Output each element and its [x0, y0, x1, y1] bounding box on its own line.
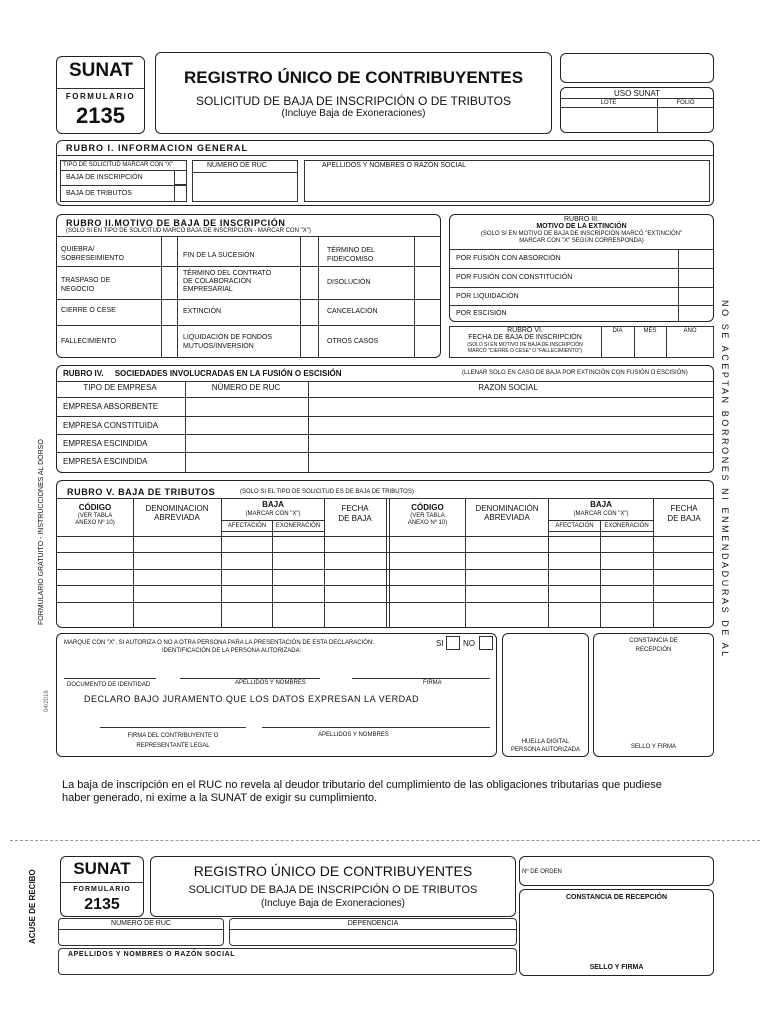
motivo-disolucion: DISOLUCIÓN	[327, 279, 371, 286]
receipt-subtitle: SOLICITUD DE BAJA DE INSCRIPCIÓN O DE TRIBUTOS	[188, 884, 478, 896]
folio-label: FOLIO	[676, 100, 695, 106]
firma-contribuyente-label: FIRMA DEL CONTRIBUYENTE O REPRESENTANTE LEGAL	[127, 733, 219, 749]
receipt-form-number: 2135	[84, 896, 120, 913]
rubro2-title: RUBRO II.MOTIVO DE BAJA DE INSCRIPCIÓN	[66, 218, 286, 228]
receipt-side-text: ACUSE DE RECIBO	[28, 869, 37, 944]
fecha-header-l: FECHA DE BAJA	[338, 504, 372, 523]
exon-header-l: EXONERACIÓN	[275, 523, 321, 529]
opt2-checkbox[interactable]	[174, 185, 187, 202]
sello-label: SELLO Y FIRMA	[630, 744, 677, 750]
empresa-escindida-2: EMPRESA ESCINDIDA	[63, 457, 148, 466]
motivo-fin-sucesion: FIN DE LA SUCESIÓN	[183, 252, 255, 259]
constancia-label: CONSTANCIA DE RECEPCIÓN	[629, 638, 678, 653]
side-left-text: FORMULARIO GRATUITO - INSTRUCCIONES AL DORSO	[38, 439, 45, 625]
doc-identidad-label: DOCUMENTO DE IDENTIDAD	[67, 682, 151, 688]
form-title: REGISTRO ÚNICO DE CONTRIBUYENTES	[183, 68, 524, 87]
motivo-termino-fideicomiso: TÉRMINO DEL FIDEICOMISO	[327, 247, 375, 263]
rubro3-title: RUBRO III.	[563, 216, 599, 223]
apellidos-label: APELLIDOS Y NOMBRES	[235, 680, 306, 686]
receipt-sello-label: SELLO Y FIRMA	[589, 964, 644, 971]
rubro4-h1: TIPO DE EMPRESA	[83, 383, 157, 392]
empresa-absorbente: EMPRESA ABSORBENTE	[63, 402, 159, 411]
declaro-text: DECLARO BAJO JURAMENTO QUE LOS DATOS EXPRESAN LA VERDAD	[84, 694, 420, 704]
mes-label: MES	[643, 328, 657, 334]
receipt-dependencia-label: DEPENDENCIA	[347, 920, 399, 927]
autoriza-text: MARQUE CON "X", SI AUTORIZA O NO A OTRA PERSONA PARA LA PRESENTACIÓN DE ESTA DECLARACIÓN:	[64, 640, 374, 646]
rubro4-h3: RAZON SOCIAL	[478, 383, 538, 392]
motivo-otros: OTROS CASOS	[327, 338, 379, 345]
rubro5-title: RUBRO V. BAJA DE TRIBUTOS	[67, 487, 216, 497]
side-right-text: NO SE ACEPTAN BORRONES NI ENMENDADURAS DE AL	[720, 300, 730, 659]
ruc-label: NÚMERO DE RUC	[207, 162, 267, 169]
rubro1-title: RUBRO I. INFORMACION GENERAL	[66, 143, 248, 153]
fecha-header-r: FECHA DE BAJA	[667, 504, 701, 523]
opt1-checkbox[interactable]	[174, 170, 187, 185]
baja-sub-l: (MARCAR CON "X")	[245, 511, 301, 517]
sunat-brand: SUNAT	[68, 60, 134, 81]
rubro6-note: (SOLO SI EN MOTIVO DE BAJA DE INSCRIPCIÓN MARCÓ "CIERRE O CESE" O "FALLECIMIENTO")	[467, 342, 583, 354]
empresa-escindida-1: EMPRESA ESCINDIDA	[63, 439, 148, 448]
identificacion-label: IDENTIFICACIÓN DE LA PERSONA AUTORIZADA:	[162, 648, 302, 654]
receipt-subtitle2: (Incluye Baja de Exoneraciones)	[261, 898, 405, 909]
motivo-quiebra: QUIEBRA/ SOBRESEIMIENTO	[61, 246, 124, 262]
rubro4-note: (LLENAR SOLO EN CASO DE BAJA POR EXTINCIÓN CON FUSIÓN O ESCISIÓN)	[462, 370, 688, 376]
autoriza-si: SI	[436, 639, 444, 648]
motivo-cancelacion: CANCELACIÓN	[327, 308, 378, 315]
cut-line	[10, 840, 760, 841]
anio-label: AÑO	[683, 328, 697, 334]
firma-label: FIRMA	[423, 680, 442, 686]
dia-label: DÍA	[612, 328, 623, 334]
motivo-extincion: EXTINCIÓN	[183, 308, 222, 315]
baja-header-r: BAJA	[590, 500, 612, 509]
form-subtitle: SOLICITUD DE BAJA DE INSCRIPCIÓN O DE TRIBUTOS	[196, 94, 511, 108]
autoriza-si-checkbox[interactable]	[446, 636, 460, 650]
rubro5-note: (SOLO SI EL TIPO DE SOLICITUD ES DE BAJA DE TRIBUTOS)	[240, 489, 414, 495]
rubro3-note: (SOLO SI EN MOTIVO DE BAJA DE INSCRIPCIÓN MARCÓ "EXTINCIÓN" MARCAR CON "X" SEGÚN CORRESPONDA)	[480, 231, 683, 244]
nombres-label: APELLIDOS Y NOMBRES O RAZÓN SOCIAL	[322, 162, 467, 169]
title-box	[155, 52, 552, 134]
rubro4-title: RUBRO IV. SOCIEDADES INVOLUCRADAS EN LA FUSIÓN O ESCISIÓN	[63, 369, 342, 378]
rubro6-title2: FECHA DE BAJA DE INSCRIPCIÓN	[468, 334, 582, 341]
autoriza-no-checkbox[interactable]	[479, 636, 493, 650]
exon-header-r: EXONERACIÓN	[604, 523, 649, 529]
motivo-termino-contrato: TÉRMINO DEL CONTRATO DE COLABORACIÓN EMPRESARIAL	[183, 270, 272, 293]
uso-sunat-top	[560, 53, 714, 83]
extincion-absorcion: POR FUSIÓN CON ABSORCIÓN	[456, 255, 561, 262]
receipt-ruc-label: NÚMERO DE RUC	[111, 920, 171, 927]
rubro2-note: (SOLO SI EN TIPO DE SOLICITUD MARCÓ BAJA DE INSCRIPCIÓN - MARCAR CON "X")	[66, 228, 311, 234]
denom-header-l: DENOMINACION ABREVIADA	[145, 504, 209, 522]
uso-sunat-label: USO SUNAT	[613, 89, 661, 98]
huella-label: HUELLA DIGITAL PERSONA AUTORIZADA	[511, 739, 580, 753]
opt-baja-inscripcion: BAJA DE INSCRIPCIÓN	[66, 174, 143, 181]
tipo-solicitud-label: TIPO DE SOLICITUD MARCAR CON "X"	[63, 162, 174, 168]
receipt-constancia-box	[519, 889, 714, 976]
codigo-header-l: CÓDIGO	[78, 503, 112, 512]
codigo-sub-l: (VER TABLA ANEXO Nº 10)	[75, 513, 115, 526]
motivo-fallecimiento: FALLECIMIENTO	[61, 338, 117, 345]
baja-sub-r: (MARCAR CON "X")	[573, 511, 629, 517]
form-number: 2135	[76, 103, 125, 128]
afect-header-r: AFECTACIÓN	[555, 523, 594, 529]
rubro6-title: RUBRO VI.	[507, 327, 543, 334]
lote-label: LOTE	[600, 100, 617, 106]
opt-baja-tributos: BAJA DE TRIBUTOS	[66, 190, 132, 197]
codigo-sub-r: (VER TABLA ANEXO Nº 10)	[407, 513, 448, 526]
extincion-escision: POR ESCISIÓN	[456, 310, 507, 317]
apellidos-label-2: APELLIDOS Y NOMBRES	[318, 732, 389, 738]
baja-header-l: BAJA	[262, 500, 284, 509]
codigo-header-r: CÓDIGO	[411, 503, 444, 512]
extincion-constitucion: POR FUSIÓN CON CONSTITUCIÓN	[456, 274, 573, 281]
empresa-constituida: EMPRESA CONSTITUIDA	[63, 421, 159, 430]
form-subtitle2: (Incluye Baja de Exoneraciones)	[281, 108, 426, 119]
receipt-title: REGISTRO ÚNICO DE CONTRIBUYENTES	[193, 863, 473, 879]
receipt-brand: SUNAT	[73, 859, 131, 878]
afect-header-l: AFECTACIÓN	[227, 523, 267, 529]
notice-text: La baja de inscripción en el RUC no revela al deudor tributario del cumplimiento de las obligaciones tributarias que pudiese haber generado, ni exime a la SUNAT de exigir su cumplimiento.	[62, 779, 662, 804]
receipt-orden-label: Nº DE ORDEN	[522, 869, 562, 875]
extincion-liquidacion: POR LIQUIDACIÓN	[456, 293, 519, 300]
receipt-form-label: FORMULARIO	[73, 886, 131, 893]
motivo-traspaso: TRASPASO DE NEGOCIO	[61, 277, 111, 293]
side-code: 04/2016	[44, 690, 50, 712]
motivo-liquidacion-fondos: LIQUIDACIÓN DE FONDOS MUTUOS/INVERSIÓN	[183, 334, 273, 350]
motivo-cierre: CIERRE O CESE	[61, 307, 116, 314]
autoriza-no: NO	[463, 639, 475, 648]
rubro4-h2: NÚMERO DE RUC	[211, 383, 281, 392]
receipt-constancia-label: CONSTANCIA DE RECEPCIÓN	[565, 894, 668, 901]
denom-header-r: DENOMINACIÓN ABREVIADA	[475, 504, 539, 522]
receipt-apellidos-label: APELLIDOS Y NOMBRES O RAZÓN SOCIAL	[68, 951, 236, 958]
form-label: FORMULARIO	[65, 92, 136, 101]
rubro3-title2: MOTIVO DE LA EXTINCIÓN	[536, 223, 627, 230]
